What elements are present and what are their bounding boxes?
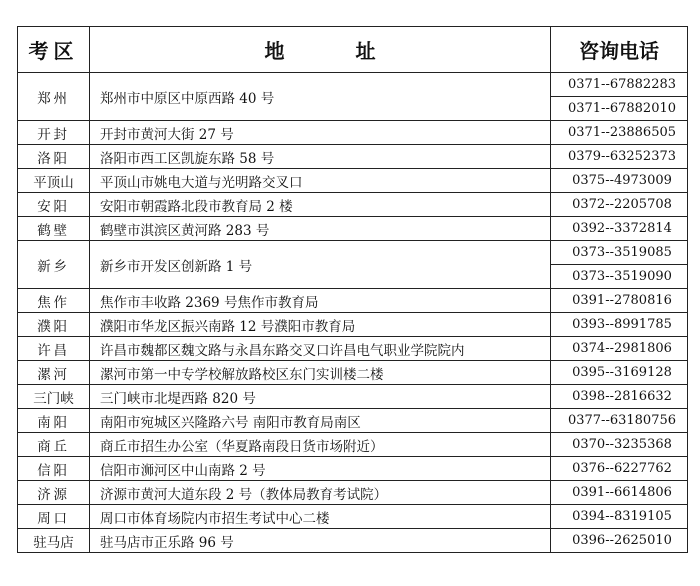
- phone-cell: 0395--3169128: [551, 361, 688, 385]
- address-cell: 三门峡市北堤西路 820 号: [90, 385, 551, 409]
- phone-cell: 0375--4973009: [551, 169, 688, 193]
- header-district: 考区: [18, 27, 90, 73]
- table-row: [18, 505, 688, 529]
- table-row: [18, 121, 688, 145]
- district-cell: 信阳: [18, 457, 90, 481]
- address-cell: 鹤壁市淇滨区黄河路 283 号: [90, 217, 551, 241]
- district-cell: 安阳: [18, 193, 90, 217]
- table-row: [18, 457, 688, 481]
- address-cell: 濮阳市华龙区振兴南路 12 号濮阳市教育局: [90, 313, 551, 337]
- address-cell: 驻马店市正乐路 96 号: [90, 529, 551, 553]
- table-row: [18, 241, 688, 265]
- address-cell: 开封市黄河大街 27 号: [90, 121, 551, 145]
- district-cell: 南阳: [18, 409, 90, 433]
- district-cell: 三门峡: [18, 385, 90, 409]
- phone-cell: 0372--2205708: [551, 193, 688, 217]
- address-cell: 洛阳市西工区凯旋东路 58 号: [90, 145, 551, 169]
- table-row: [18, 385, 688, 409]
- phone-cell: 0398--2816632: [551, 385, 688, 409]
- address-cell: 信阳市浉河区中山南路 2 号: [90, 457, 551, 481]
- phone-cell: 0391--6614806: [551, 481, 688, 505]
- phone-cell: 0393--8991785: [551, 313, 688, 337]
- district-cell: 济源: [18, 481, 90, 505]
- table-row: [18, 289, 688, 313]
- district-cell: 周口: [18, 505, 90, 529]
- table-row: [18, 481, 688, 505]
- table-row: [18, 145, 688, 169]
- table-row: [18, 313, 688, 337]
- phone-cell: 0373--3519090: [551, 265, 688, 289]
- address-cell: 新乡市开发区创新路 1 号: [90, 241, 551, 289]
- address-cell: 商丘市招生办公室（华夏路南段日货市场附近）: [90, 433, 551, 457]
- address-cell: 郑州市中原区中原西路 40 号: [90, 73, 551, 121]
- district-cell: 濮阳: [18, 313, 90, 337]
- phone-cell: 0396--2625010: [551, 529, 688, 553]
- address-cell: 许昌市魏都区魏文路与永昌东路交叉口许昌电气职业学院院内: [90, 337, 551, 361]
- table-row: [18, 433, 688, 457]
- table-row: [18, 361, 688, 385]
- address-cell: 安阳市朝霞路北段市教育局 2 楼: [90, 193, 551, 217]
- district-cell: 新乡: [18, 241, 90, 289]
- district-cell: 郑州: [18, 73, 90, 121]
- phone-cell: 0370--3235368: [551, 433, 688, 457]
- address-cell: 平顶山市姚电大道与光明路交叉口: [90, 169, 551, 193]
- district-cell: 漯河: [18, 361, 90, 385]
- phone-cell: 0374--2981806: [551, 337, 688, 361]
- district-cell: 洛阳: [18, 145, 90, 169]
- table-row: [18, 529, 688, 553]
- district-cell: 平顶山: [18, 169, 90, 193]
- district-cell: 鹤壁: [18, 217, 90, 241]
- address-cell: 济源市黄河大道东段 2 号（教体局教育考试院）: [90, 481, 551, 505]
- phone-cell: 0371--67882010: [551, 97, 688, 121]
- phone-cell: 0391--2780816: [551, 289, 688, 313]
- table-row: [18, 217, 688, 241]
- exam-site-contact-table: [17, 26, 688, 553]
- phone-cell: 0371--23886505: [551, 121, 688, 145]
- address-cell: 漯河市第一中专学校解放路校区东门实训楼二楼: [90, 361, 551, 385]
- district-cell: 焦作: [18, 289, 90, 313]
- district-cell: 开封: [18, 121, 90, 145]
- table-row: [18, 193, 688, 217]
- phone-cell: 0394--8319105: [551, 505, 688, 529]
- phone-cell: 0371--67882283: [551, 73, 688, 97]
- address-cell: 南阳市宛城区兴隆路六号 南阳市教育局南区: [90, 409, 551, 433]
- address-cell: 焦作市丰收路 2369 号焦作市教育局: [90, 289, 551, 313]
- table-body: [18, 73, 688, 553]
- phone-cell: 0377--63180756: [551, 409, 688, 433]
- phone-cell: 0379--63252373: [551, 145, 688, 169]
- header-phone: 咨询电话: [551, 27, 688, 73]
- table-row: [18, 409, 688, 433]
- header-address: 地 址: [90, 27, 551, 73]
- table-header-row: [18, 27, 688, 73]
- table-row: [18, 337, 688, 361]
- district-cell: 商丘: [18, 433, 90, 457]
- district-cell: 驻马店: [18, 529, 90, 553]
- phone-cell: 0373--3519085: [551, 241, 688, 265]
- table-row: [18, 73, 688, 97]
- phone-cell: 0376--6227762: [551, 457, 688, 481]
- address-cell: 周口市体育场院内市招生考试中心二楼: [90, 505, 551, 529]
- table-row: [18, 169, 688, 193]
- district-cell: 许昌: [18, 337, 90, 361]
- phone-cell: 0392--3372814: [551, 217, 688, 241]
